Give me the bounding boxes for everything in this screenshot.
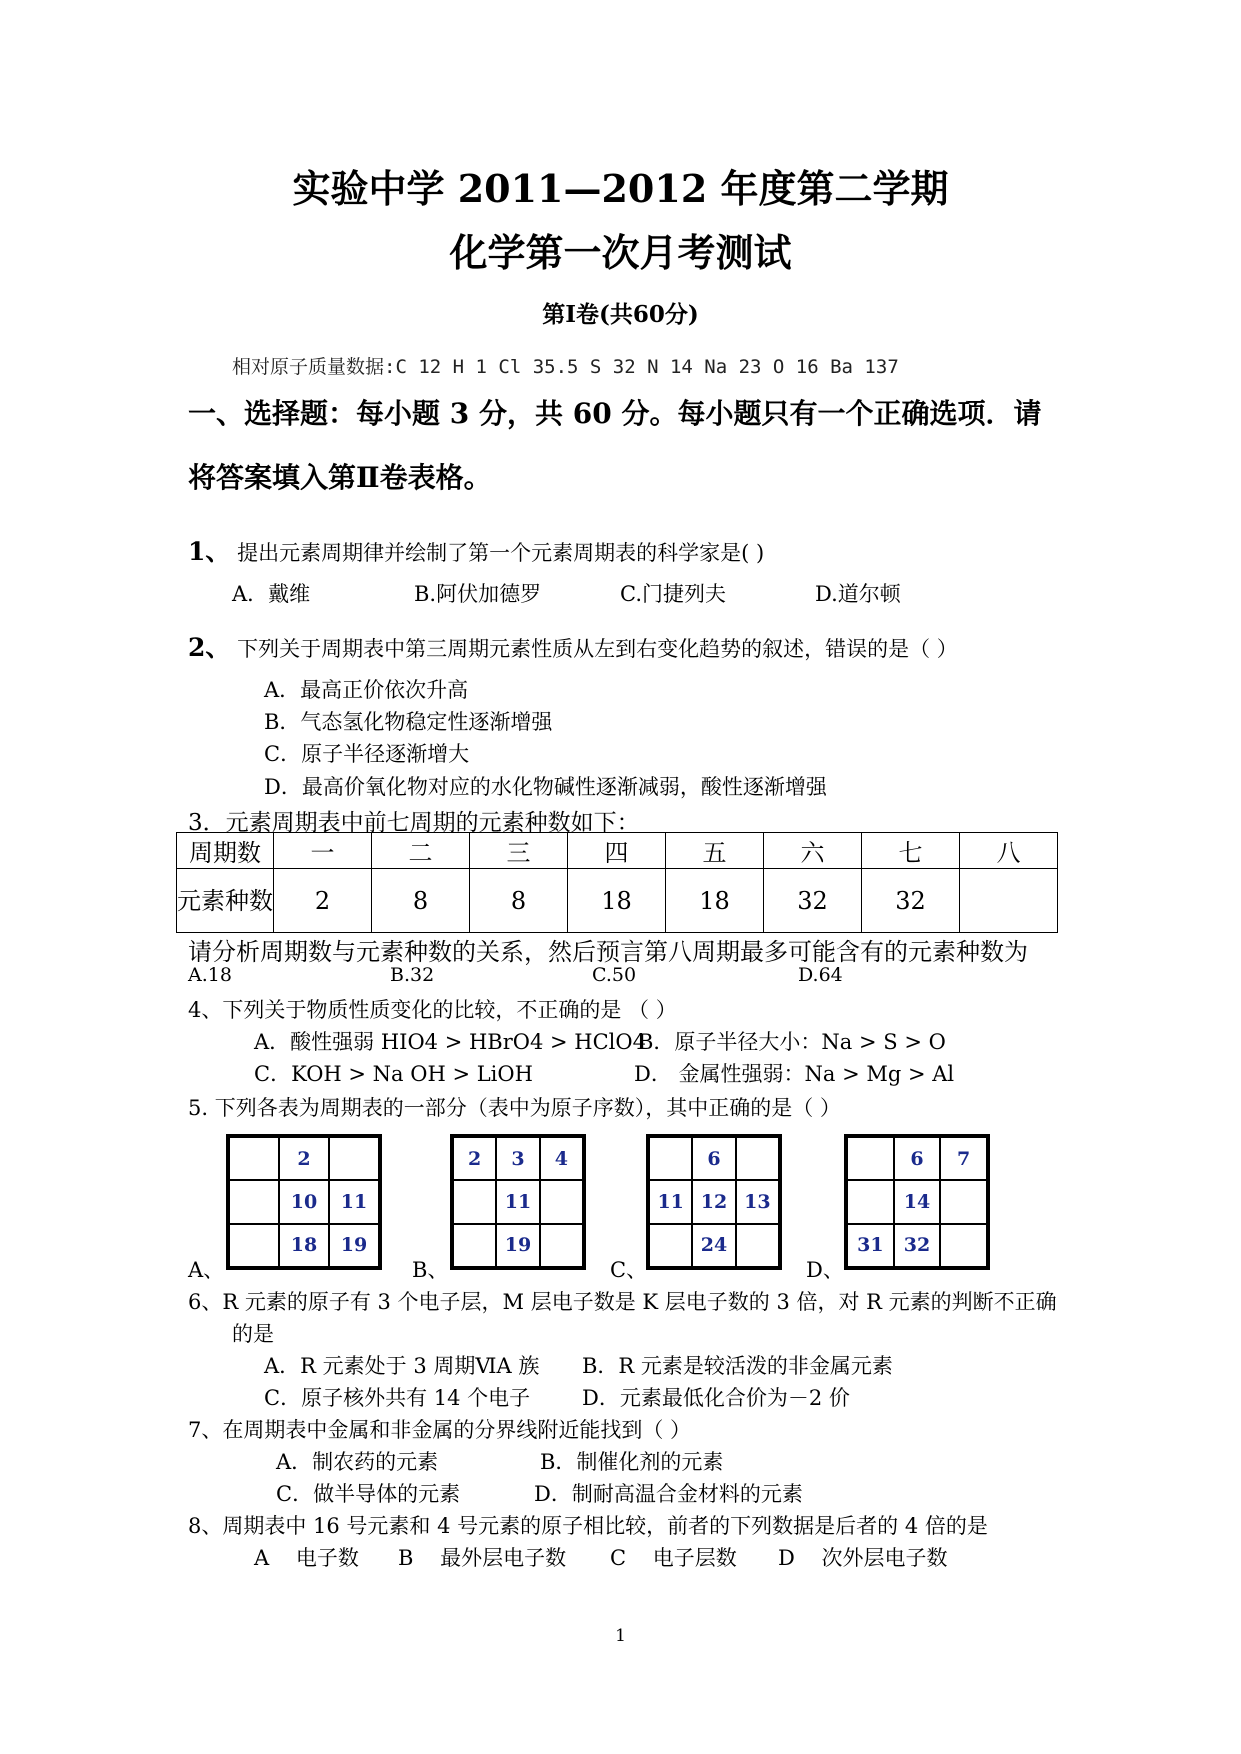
q7-option-d: D．制耐高温合金材料的元素 xyxy=(534,1482,803,1506)
table-cell: 8 xyxy=(372,869,470,933)
grid-cell: 12 xyxy=(692,1180,735,1223)
grid-cell: 11 xyxy=(329,1180,379,1223)
q4-option-b: B．原子半径大小：Na > S > O xyxy=(638,1030,946,1054)
question-number: 2、 xyxy=(188,633,231,662)
q8-option-a: A 电子数 xyxy=(254,1546,359,1570)
grid-cell: 19 xyxy=(496,1224,539,1267)
q7-option-b: B．制催化剂的元素 xyxy=(540,1450,724,1474)
grid-cell: 31 xyxy=(847,1224,894,1267)
periodic-grid-b xyxy=(450,1134,586,1270)
q2-option-c: C．原子半径逐渐增大 xyxy=(264,742,470,766)
header-cell: 六 xyxy=(764,833,862,869)
table-row xyxy=(177,869,1058,933)
header-cell: 周期数 xyxy=(177,833,274,869)
grid-cell xyxy=(649,1224,692,1267)
grid-d-label: D、 xyxy=(806,1258,844,1282)
q7-option-a: A．制农药的元素 xyxy=(276,1450,439,1474)
volume-title: 第Ⅰ卷(共60分) xyxy=(542,301,699,328)
exam-subtitle: 化学第一次月考测试 xyxy=(449,230,792,275)
q1-option-b: B.阿伏加德罗 xyxy=(414,582,542,606)
header-cell: 五 xyxy=(666,833,764,869)
period-element-table xyxy=(176,832,1058,933)
grid-cell xyxy=(229,1137,279,1180)
table-cell: 2 xyxy=(274,869,372,933)
exam-title: 实验中学 2011—2012 年度第二学期 xyxy=(292,166,949,211)
q6-option-a: A．R 元素处于 3 周期ⅥA 族 xyxy=(264,1354,540,1378)
grid-a-label: A、 xyxy=(188,1258,225,1282)
grid-cell: 6 xyxy=(692,1137,735,1180)
table-cell: 32 xyxy=(862,869,960,933)
grid-cell: 32 xyxy=(894,1224,941,1267)
grid-cell xyxy=(847,1137,894,1180)
question-text: 下列关于周期表中第三周期元素性质从左到右变化趋势的叙述，错误的是（ ） xyxy=(237,637,958,661)
grid-cell xyxy=(329,1137,379,1180)
q4-option-d: D． 金属性强弱：Na > Mg > Al xyxy=(634,1062,955,1086)
header-cell: 一 xyxy=(274,833,372,869)
header-cell: 四 xyxy=(568,833,666,869)
grid-b-label: B、 xyxy=(412,1258,449,1282)
q1-option-d: D.道尔顿 xyxy=(815,582,901,606)
table-cell xyxy=(960,869,1058,933)
q4-option-c: C．KOH > Na OH > LiOH xyxy=(254,1062,533,1086)
q8-option-c: C 电子层数 xyxy=(610,1546,737,1570)
grid-cell: 18 xyxy=(279,1224,329,1267)
grid-cell: 14 xyxy=(894,1180,941,1223)
question-text: 提出元素周期律并绘制了第一个元素周期表的科学家是( ) xyxy=(237,541,765,565)
grid-cell xyxy=(540,1180,583,1223)
grid-cell xyxy=(736,1224,779,1267)
section-heading-line2: 将答案填入第Ⅱ卷表格。 xyxy=(188,461,492,494)
grid-cell xyxy=(847,1180,894,1223)
q1-option-a: A．戴维 xyxy=(232,582,311,606)
question-number: 1、 xyxy=(188,537,231,566)
question-4: 4、下列关于物质性质变化的比较，不正确的是 （ ） xyxy=(188,998,677,1022)
table-cell: 18 xyxy=(568,869,666,933)
question-6: 6、R 元素的原子有 3 个电子层，M 层电子数是 K 层电子数的 3 倍，对 R 元素的判断不正确 xyxy=(188,1290,1057,1314)
header-cell: 三 xyxy=(470,833,568,869)
q8-option-b: B 最外层电子数 xyxy=(398,1546,567,1570)
table-cell: 18 xyxy=(666,869,764,933)
grid-cell: 3 xyxy=(496,1137,539,1180)
table-cell: 8 xyxy=(470,869,568,933)
grid-cell xyxy=(453,1180,496,1223)
question-5: 5. 下列各表为周期表的一部分（表中为原子序数），其中正确的是（ ） xyxy=(188,1096,841,1120)
grid-cell: 4 xyxy=(540,1137,583,1180)
q8-option-d: D 次外层电子数 xyxy=(778,1546,948,1570)
grid-cell: 10 xyxy=(279,1180,329,1223)
question-1 xyxy=(188,532,764,568)
grid-cell: 24 xyxy=(692,1224,735,1267)
grid-cell: 2 xyxy=(453,1137,496,1180)
q3-option-b: B.32 xyxy=(390,964,435,986)
question-2 xyxy=(188,628,958,664)
q2-option-a: A．最高正价依次升高 xyxy=(264,678,469,702)
q3-option-a: A.18 xyxy=(188,964,232,986)
grid-cell: 11 xyxy=(496,1180,539,1223)
question-8: 8、周期表中 16 号元素和 4 号元素的原子相比较，前者的下列数据是后者的 4 倍的是 xyxy=(188,1514,988,1538)
q6-option-d: D．元素最低化合价为－2 价 xyxy=(582,1386,850,1410)
periodic-grid-d xyxy=(844,1134,990,1270)
grid-cell: 11 xyxy=(649,1180,692,1223)
q3-option-d: D.64 xyxy=(798,964,843,986)
q6-option-c: C．原子核外共有 14 个电子 xyxy=(264,1386,531,1410)
grid-c-label: C、 xyxy=(610,1258,648,1282)
header-cell: 二 xyxy=(372,833,470,869)
q2-option-d: D．最高价氧化物对应的水化物碱性逐渐减弱，酸性逐渐增强 xyxy=(264,775,827,799)
table-header-row xyxy=(177,833,1058,869)
question-7: 7、在周期表中金属和非金属的分界线附近能找到（ ） xyxy=(188,1418,692,1442)
grid-cell xyxy=(649,1137,692,1180)
atomic-mass-data: 相对原子质量数据:C 12 H 1 Cl 35.5 S 32 N 14 Na 23 O 16 Ba 137 xyxy=(232,356,899,378)
grid-cell xyxy=(229,1224,279,1267)
periodic-grid-c xyxy=(646,1134,782,1270)
grid-cell xyxy=(540,1224,583,1267)
header-cell: 八 xyxy=(960,833,1058,869)
grid-cell xyxy=(229,1180,279,1223)
header-cell: 七 xyxy=(862,833,960,869)
q6-option-b: B．R 元素是较活泼的非金属元素 xyxy=(582,1354,893,1378)
periodic-grid-a xyxy=(226,1134,382,1270)
q4-option-a: A．酸性强弱 HIO4 > HBrO4 > HClO4 xyxy=(254,1030,646,1054)
q3-option-c: C.50 xyxy=(592,964,637,986)
q2-option-b: B．气态氢化物稳定性逐渐增强 xyxy=(264,710,553,734)
q3-question: 请分析周期数与元素种数的关系，然后预言第八周期最多可能含有的元素种数为 xyxy=(188,938,1028,966)
question-6-cont: 的是 xyxy=(232,1322,274,1346)
grid-cell: 19 xyxy=(329,1224,379,1267)
question-3: 3．元素周期表中前七周期的元素种数如下： xyxy=(188,810,640,836)
grid-cell: 13 xyxy=(736,1180,779,1223)
section-heading-line1: 一、选择题：每小题 3 分，共 60 分。每小题只有一个正确选项．请 xyxy=(188,397,1042,430)
grid-cell xyxy=(453,1224,496,1267)
grid-cell: 2 xyxy=(279,1137,329,1180)
q1-option-c: C.门捷列夫 xyxy=(620,582,726,606)
q7-option-c: C．做半导体的元素 xyxy=(276,1482,461,1506)
grid-cell xyxy=(736,1137,779,1180)
page-number: 1 xyxy=(615,1626,626,1646)
grid-cell xyxy=(940,1224,987,1267)
row-label: 元素种数 xyxy=(177,869,274,933)
grid-cell: 7 xyxy=(940,1137,987,1180)
grid-cell: 6 xyxy=(894,1137,941,1180)
grid-cell xyxy=(940,1180,987,1223)
table-cell: 32 xyxy=(764,869,862,933)
